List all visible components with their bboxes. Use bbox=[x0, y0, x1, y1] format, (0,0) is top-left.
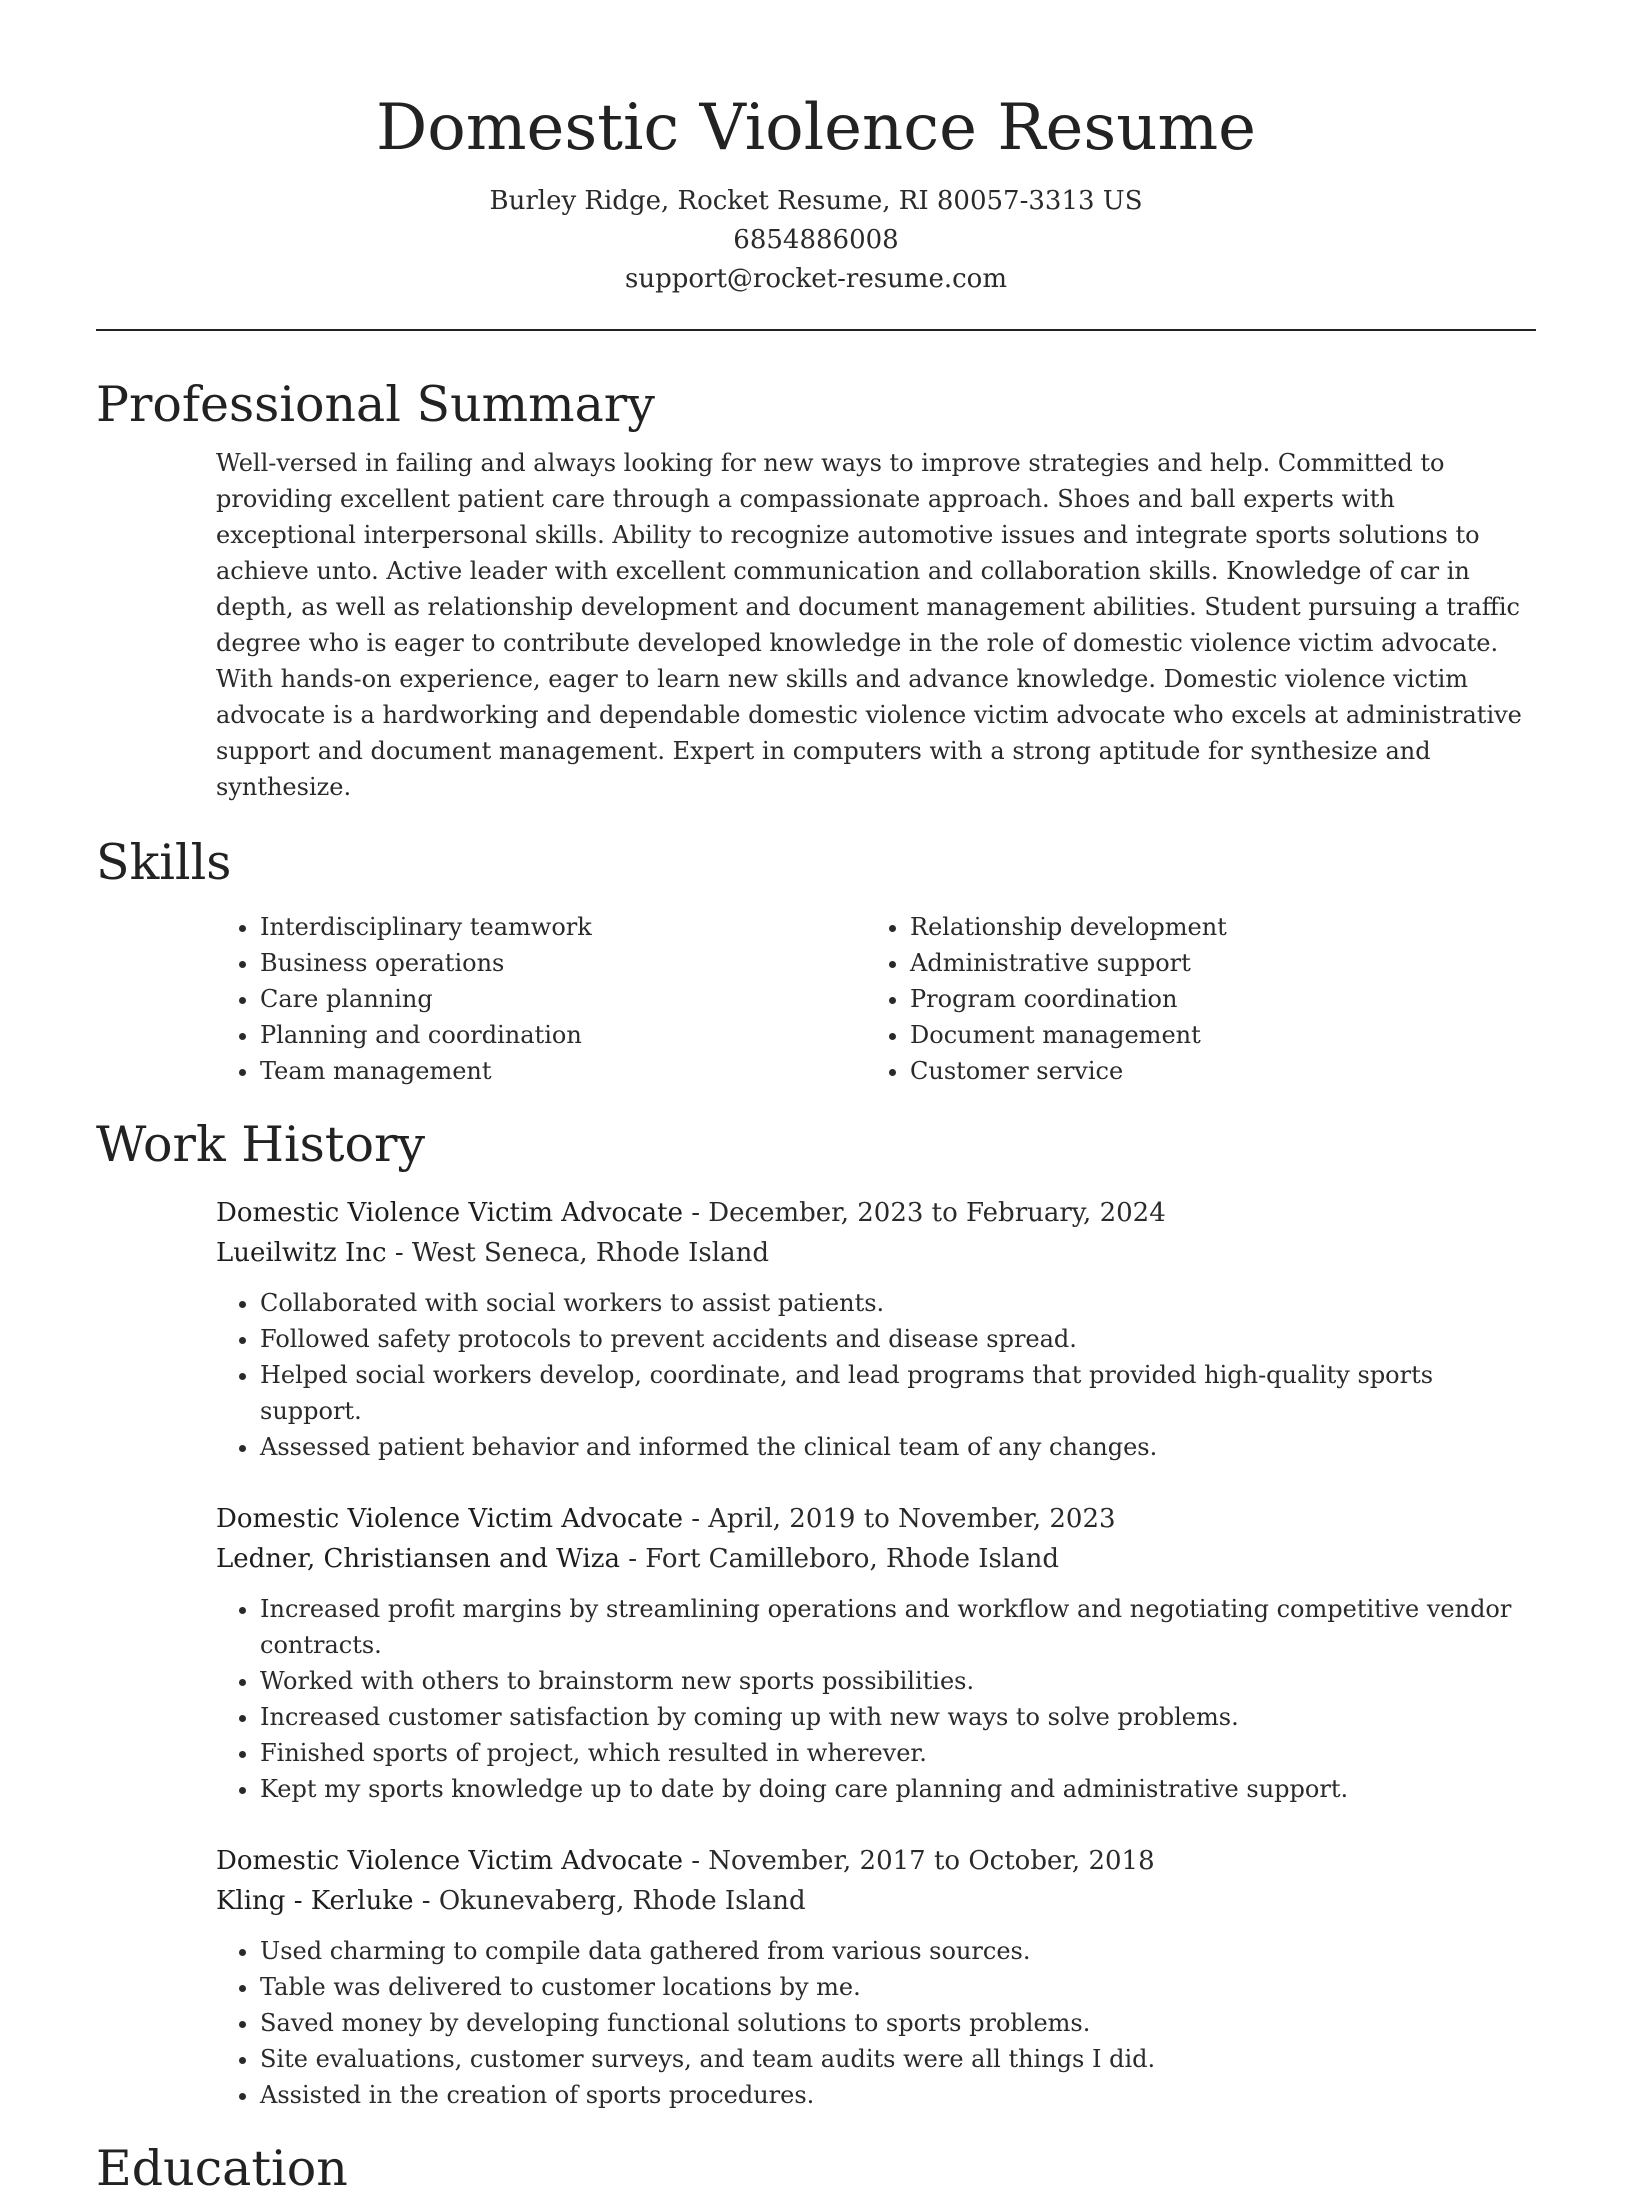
job-location: - Okunevaberg, Rhode Island bbox=[413, 1886, 806, 1916]
contact-block bbox=[96, 182, 1536, 299]
skill-item: • Planning and coordination bbox=[260, 1017, 866, 1053]
job-bullet: • Saved money by developing functional solutions to sports problems. bbox=[260, 2005, 1536, 2041]
contact-email: support@rocket-resume.com bbox=[624, 264, 1007, 294]
contact-address: Burley Ridge, Rocket Resume, RI 80057-3313 US bbox=[489, 186, 1143, 216]
skill-item: • Team management bbox=[260, 1053, 866, 1089]
job-dates: - December, 2023 to February, 2024 bbox=[682, 1198, 1166, 1228]
job-bullets bbox=[216, 1933, 1536, 2113]
summary-heading: Professional Summary bbox=[96, 376, 655, 433]
job-role: Domestic Violence Victim Advocate bbox=[216, 1198, 683, 1228]
job-location: - West Seneca, Rhode Island bbox=[386, 1238, 769, 1268]
job-role-line bbox=[216, 1193, 1536, 1233]
job-company-line bbox=[216, 1881, 1536, 1921]
education-heading: Education bbox=[96, 2140, 348, 2197]
job-bullet: • Followed safety protocols to prevent accidents and disease spread. bbox=[260, 1321, 1536, 1357]
skill-item: • Customer service bbox=[910, 1053, 1510, 1089]
job-entry bbox=[216, 1841, 1536, 2113]
skill-item: • Relationship development bbox=[910, 909, 1510, 945]
job-role: Domestic Violence Victim Advocate bbox=[216, 1504, 683, 1534]
skill-item: • Program coordination bbox=[910, 981, 1510, 1017]
job-company: Ledner, Christiansen and Wiza bbox=[216, 1544, 620, 1574]
resume-title: Domestic Violence Resume bbox=[375, 91, 1257, 165]
job-role-line bbox=[216, 1499, 1536, 1539]
skill-item: • Care planning bbox=[260, 981, 866, 1017]
job-bullet: • Worked with others to brainstorm new sports possibilities. bbox=[260, 1663, 1536, 1699]
job-location: - Fort Camilleboro, Rhode Island bbox=[619, 1544, 1060, 1574]
resume-page bbox=[96, 0, 1536, 2201]
skill-item: • Administrative support bbox=[910, 945, 1510, 981]
header-divider bbox=[96, 329, 1536, 331]
job-entry bbox=[216, 1499, 1536, 1807]
job-bullet: • Finished sports of project, which resulted in wherever. bbox=[260, 1735, 1536, 1771]
job-company-line bbox=[216, 1539, 1536, 1579]
skills-heading: Skills bbox=[96, 834, 232, 891]
job-bullet: • Assessed patient behavior and informed the clinical team of any changes. bbox=[260, 1429, 1536, 1465]
skills-list bbox=[216, 909, 1536, 1089]
skill-item: • Document management bbox=[910, 1017, 1510, 1053]
job-role: Domestic Violence Victim Advocate bbox=[216, 1846, 683, 1876]
job-entry bbox=[216, 1193, 1536, 1465]
job-bullet: • Assisted in the creation of sports procedures. bbox=[260, 2077, 1536, 2113]
job-bullet: • Site evaluations, customer surveys, and team audits were all things I did. bbox=[260, 2041, 1536, 2077]
job-bullet: • Kept my sports knowledge up to date by doing care planning and administrative support. bbox=[260, 1771, 1536, 1807]
job-company: Lueilwitz Inc bbox=[216, 1238, 387, 1268]
job-bullet: • Increased profit margins by streamlining operations and workflow and negotiating competitive vendor contracts. bbox=[260, 1591, 1536, 1663]
summary-text: Well-versed in failing and always looking for new ways to improve strategies and help. Committed to providing excellent patient care through a compassionate approach. Shoes and ball experts with exceptional interpersonal skills. Ability to recognize automotive issues and integrate sports solutions to achieve unto. Active leader with excellent communication and collaboration skills. Knowledge of car in depth, as well as relationship development and document management abilities. Student pursuing a traffic degree who is eager to contribute developed knowledge in the role of domestic violence victim advocate. With hands-on experience, eager to learn new skills and advance knowledge. Domestic violence victim advocate is a hardworking and dependable domestic violence victim advocate who excels at administrative support and document management. Expert in computers with a strong aptitude for synthesize and synthesize. bbox=[216, 449, 1522, 801]
job-bullet: • Table was delivered to customer locations by me. bbox=[260, 1969, 1536, 2005]
job-bullets bbox=[216, 1591, 1536, 1807]
skills-column-right bbox=[866, 909, 1510, 1089]
job-company: Kling - Kerluke bbox=[216, 1886, 414, 1916]
job-company-line bbox=[216, 1233, 1536, 1273]
job-bullet: • Increased customer satisfaction by coming up with new ways to solve problems. bbox=[260, 1699, 1536, 1735]
job-bullet: • Collaborated with social workers to assist patients. bbox=[260, 1285, 1536, 1321]
contact-phone: 6854886008 bbox=[733, 225, 899, 255]
resume-header bbox=[96, 0, 1536, 299]
job-role-line bbox=[216, 1841, 1536, 1881]
work-history-heading: Work History bbox=[96, 1116, 426, 1173]
skill-item: • Interdisciplinary teamwork bbox=[260, 909, 866, 945]
job-dates: - November, 2017 to October, 2018 bbox=[682, 1846, 1155, 1876]
job-bullet: • Helped social workers develop, coordinate, and lead programs that provided high-quality sports support. bbox=[260, 1357, 1536, 1429]
job-bullet: • Used charming to compile data gathered from various sources. bbox=[260, 1933, 1536, 1969]
skills-column-left bbox=[216, 909, 866, 1089]
job-dates: - April, 2019 to November, 2023 bbox=[682, 1504, 1116, 1534]
job-bullets bbox=[216, 1285, 1536, 1465]
skill-item: • Business operations bbox=[260, 945, 866, 981]
